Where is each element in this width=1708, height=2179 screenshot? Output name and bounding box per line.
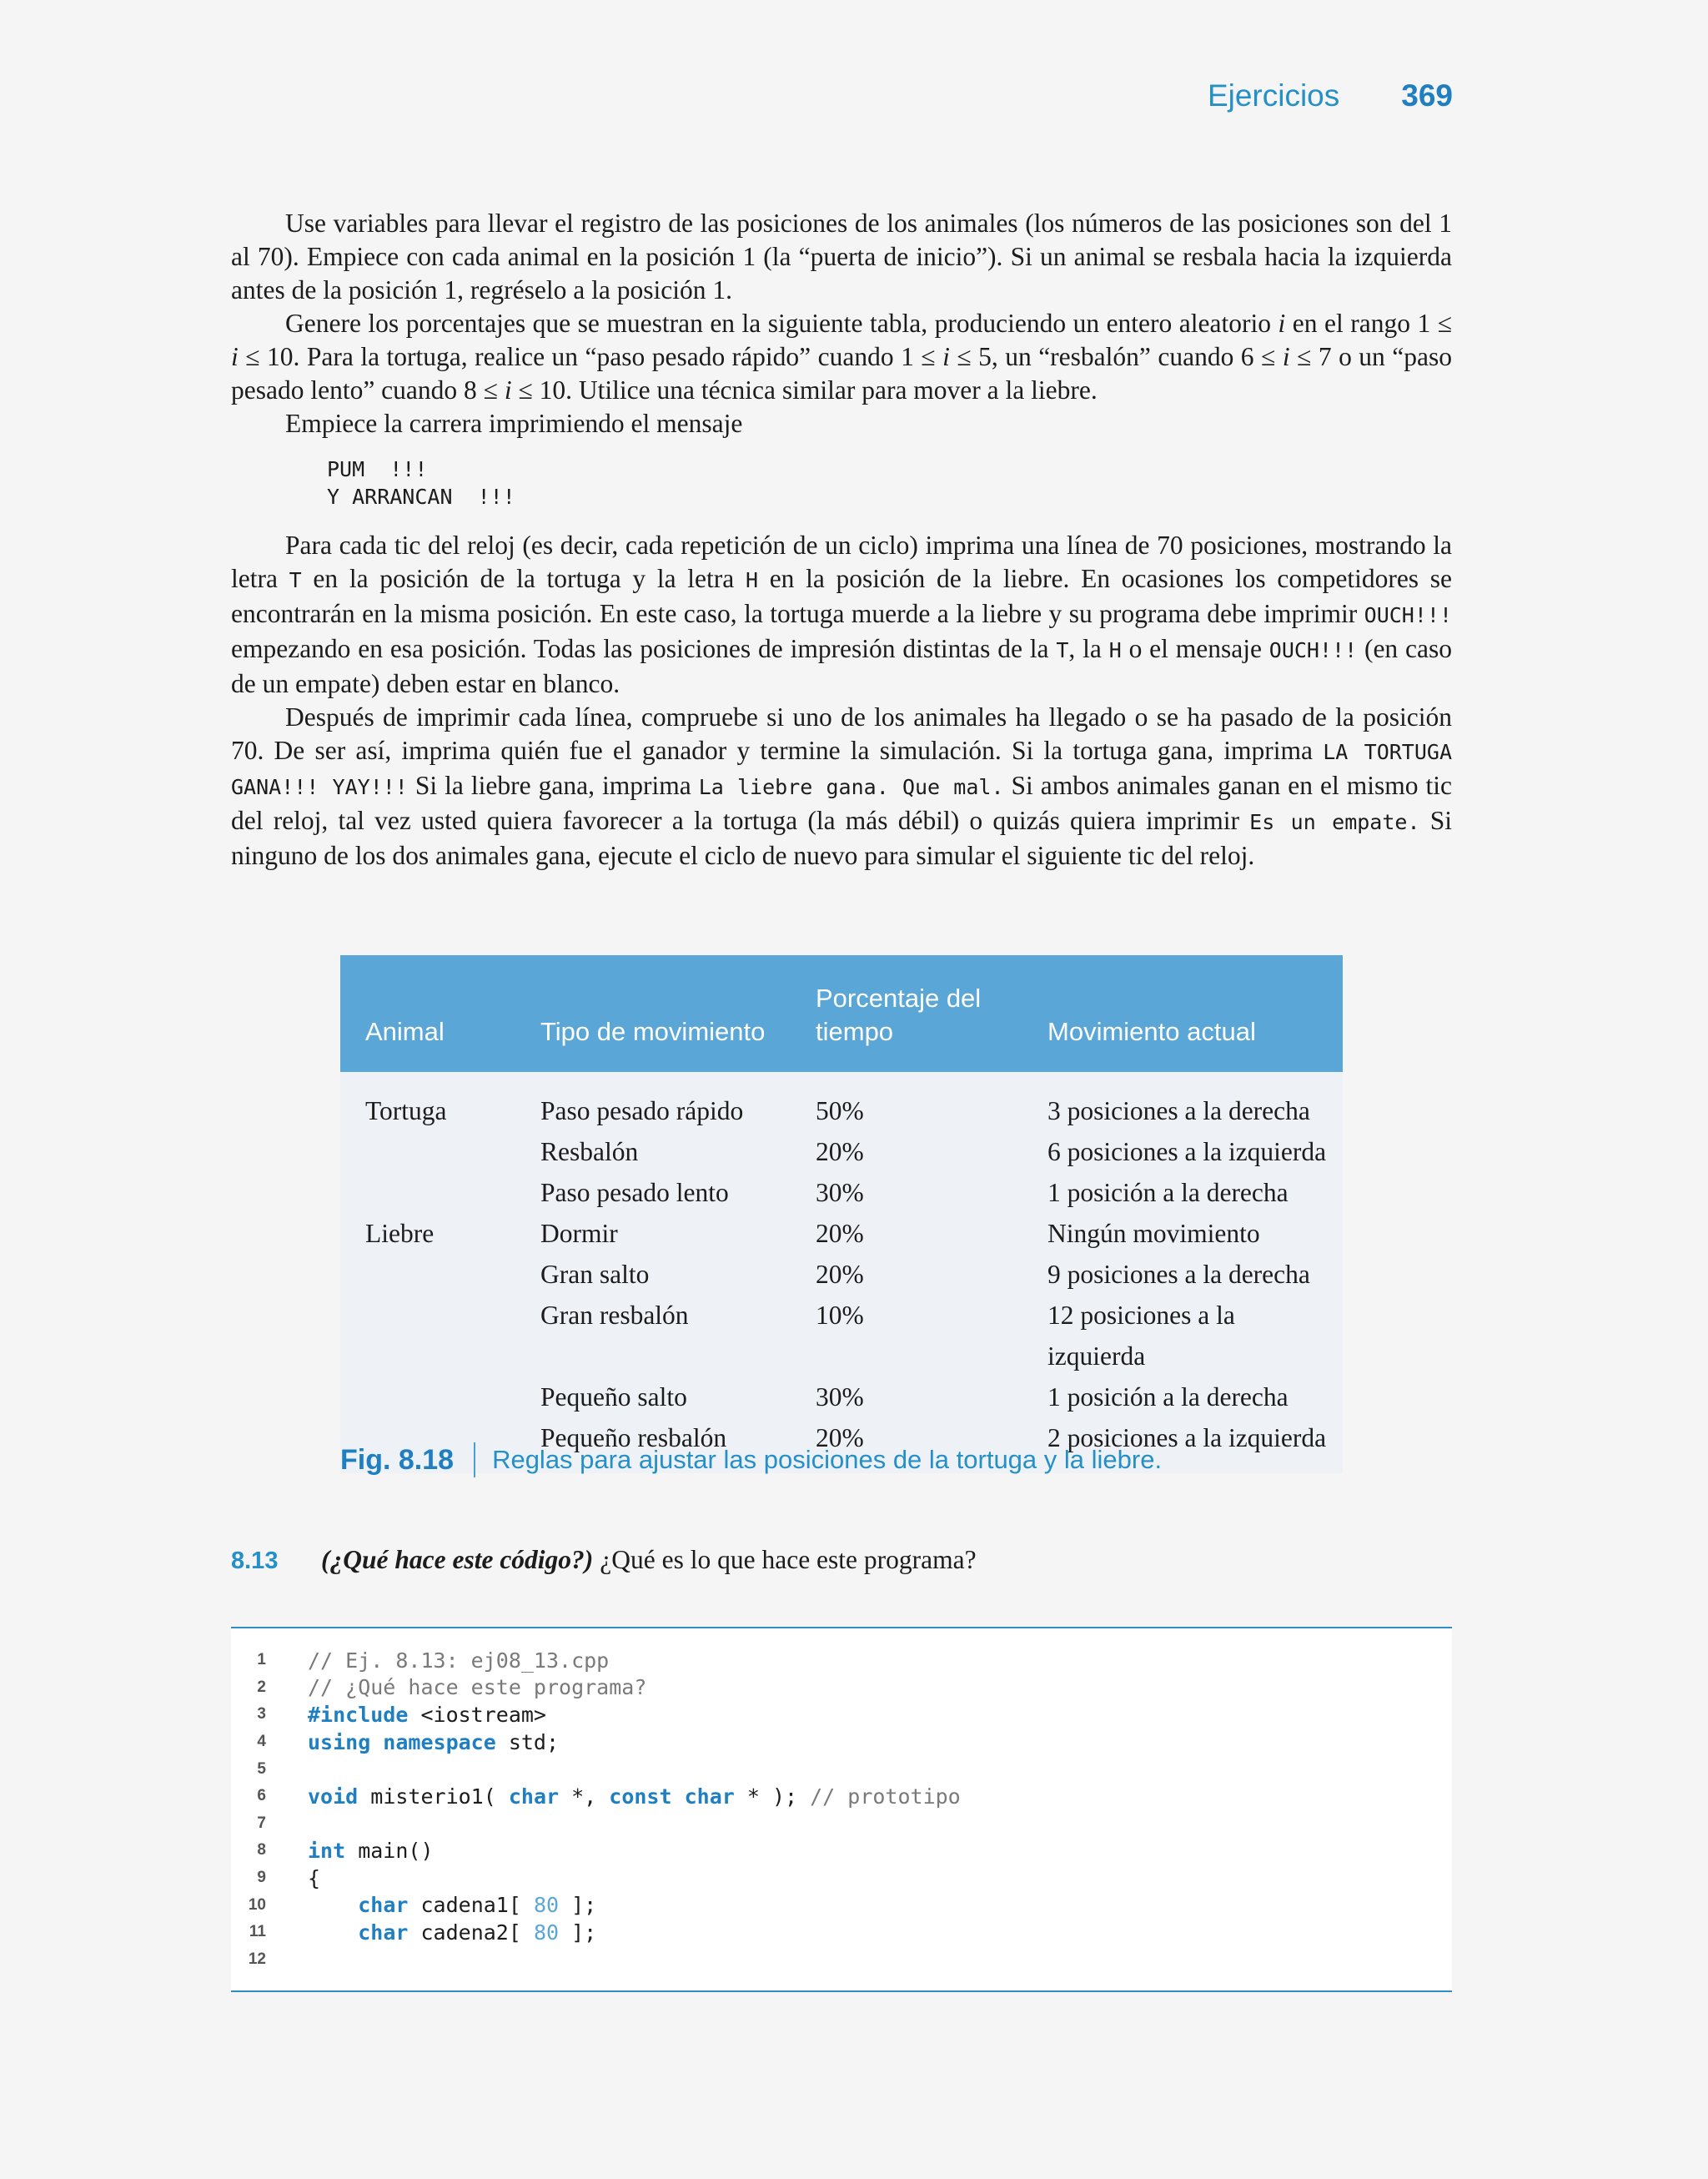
code-line bbox=[231, 1674, 1452, 1702]
figure-caption-text: Reglas para ajustar las posiciones de la tortuga y la liebre. bbox=[492, 1445, 1163, 1474]
table-cell: Gran salto bbox=[540, 1260, 650, 1289]
code-token: misterio1( bbox=[358, 1784, 509, 1809]
body-text bbox=[231, 207, 1452, 873]
table-cell: 9 posiciones a la derecha bbox=[1047, 1260, 1310, 1289]
table-cell: 3 posiciones a la derecha bbox=[1047, 1096, 1310, 1125]
output-message-block: PUM !!! Y ARRANCAN !!! bbox=[327, 457, 515, 509]
code-token: std; bbox=[495, 1729, 560, 1754]
code-token: void bbox=[308, 1784, 359, 1809]
table-cell: Pequeño resbalón bbox=[540, 1423, 727, 1452]
paragraph-2: Genere los porcentajes que se muestran en la siguiente tabla, produciendo un entero aleatorio i en el rango 1 ≤ i ≤ 10. Para la tortuga, realice un “paso pesado rápido” cuando 1 ≤ i ≤ 5, un “resbalón” cuando 6 ≤ i ≤ 7 o un “paso pesado lento” cuando 8 ≤ i ≤ 10. Utilice una técnica similar para mover a la liebre. bbox=[231, 309, 1453, 405]
paragraph-5: Después de imprimir cada línea, compruebe si uno de los animales ha llegado o se ha pasado de la posición 70. De ser así, imprima quién fue el ganador y termine la simulación. Si la tortuga gana, imprima LA TORTUGA GANA!!! YAY!!! Si la liebre gana, imprima La liebre gana. Que mal. Si ambos animales ganan en el mismo tic del reloj, tal vez usted quiera favorecer a la tortuga (la más débil) o quizás quiera imprimir Es un empate. Si ninguno de los dos animales gana, ejecute el ciclo de nuevo para simular el siguiente tic del reloj. bbox=[231, 702, 1453, 870]
caption-divider bbox=[474, 1442, 475, 1477]
line-number: 1 bbox=[257, 1651, 266, 1669]
header-animal: Animal bbox=[365, 1017, 445, 1046]
line-number: 4 bbox=[257, 1733, 266, 1751]
table-cell: Dormir bbox=[540, 1219, 618, 1248]
table-cell: 20% bbox=[816, 1137, 864, 1166]
line-number: 2 bbox=[257, 1678, 266, 1696]
exercise-number: 8.13 bbox=[231, 1547, 279, 1574]
table-cell: Resbalón bbox=[540, 1137, 639, 1166]
section-title: Ejercicios bbox=[1207, 78, 1340, 113]
table-cell: 20% bbox=[816, 1260, 864, 1289]
table-row bbox=[340, 1131, 1343, 1172]
line-number: 8 bbox=[257, 1841, 266, 1859]
table-cell: 2 posiciones a la izquierda bbox=[1047, 1423, 1327, 1452]
table-row bbox=[340, 1072, 1343, 1131]
header-percentage: Porcentaje del tiempo bbox=[816, 984, 982, 1046]
code-listing bbox=[231, 1627, 1452, 1992]
code-line bbox=[231, 1647, 1452, 1674]
table-cell: 30% bbox=[816, 1382, 864, 1412]
table-row bbox=[340, 1254, 1343, 1295]
figure-caption bbox=[340, 1442, 1162, 1477]
table-cell: 30% bbox=[816, 1178, 864, 1207]
code-token: // ¿Qué hace este programa? bbox=[308, 1675, 647, 1700]
code-token bbox=[308, 1893, 358, 1917]
table-cell: Liebre bbox=[365, 1219, 435, 1248]
code-token: #include bbox=[308, 1702, 409, 1727]
code-token: ]; bbox=[559, 1920, 597, 1945]
page-number: 369 bbox=[1401, 78, 1453, 113]
line-number: 11 bbox=[249, 1923, 266, 1941]
table-cell: Pequeño salto bbox=[540, 1382, 687, 1412]
code-line bbox=[231, 1946, 1452, 1974]
code-token: 80 bbox=[533, 1893, 560, 1918]
header-actual-movement: Movimiento actual bbox=[1047, 1017, 1256, 1046]
code-line bbox=[231, 1810, 1452, 1838]
figure-label: Fig. 8.18 bbox=[340, 1443, 455, 1476]
table-cell: Tortuga bbox=[365, 1096, 447, 1125]
table-cell: Gran resbalón bbox=[540, 1301, 689, 1330]
line-number: 7 bbox=[257, 1814, 266, 1832]
table-cell bbox=[340, 1295, 515, 1376]
running-header bbox=[1208, 78, 1453, 113]
code-token: { bbox=[308, 1865, 321, 1890]
code-token: cadena2[ bbox=[408, 1920, 534, 1945]
code-token: using namespace bbox=[308, 1729, 496, 1754]
code-line bbox=[231, 1864, 1452, 1892]
table-row bbox=[340, 1295, 1343, 1376]
code-token: 80 bbox=[533, 1920, 560, 1945]
table-cell: 1 posición a la derecha bbox=[1047, 1382, 1289, 1412]
code-line bbox=[231, 1783, 1452, 1810]
exercise-prompt: ¿Qué es lo que hace este programa? bbox=[600, 1545, 977, 1574]
line-number: 10 bbox=[248, 1895, 266, 1914]
code-token: <iostream> bbox=[408, 1702, 546, 1727]
code-token: char bbox=[358, 1920, 409, 1945]
code-token: * ); bbox=[734, 1784, 811, 1809]
code-line bbox=[231, 1891, 1452, 1919]
code-token: char bbox=[358, 1893, 409, 1918]
paragraph-1: Use variables para llevar el registro de las posiciones de los animales (los números de las posiciones son del 1 al 70). Empiece con cada animal en la posición 1 (la “puerta de inicio”). Si un animal se resbala hacia la izquierda antes de la posición 1, regréselo a la posición 1. bbox=[231, 209, 1452, 304]
code-token: main() bbox=[345, 1838, 434, 1863]
code-line bbox=[231, 1755, 1452, 1783]
table-cell bbox=[340, 1254, 515, 1295]
table-cell: 50% bbox=[816, 1096, 864, 1125]
table-cell: Paso pesado lento bbox=[540, 1178, 729, 1207]
code-token: const char bbox=[609, 1784, 735, 1809]
table-cell bbox=[340, 1376, 515, 1417]
movement-rules-table bbox=[340, 955, 1343, 1473]
table-cell: 20% bbox=[816, 1219, 864, 1248]
exercise-8-13 bbox=[231, 1545, 977, 1575]
code-line bbox=[231, 1729, 1452, 1756]
code-token: ]; bbox=[559, 1893, 597, 1918]
line-number: 12 bbox=[248, 1950, 266, 1968]
table-cell: 12 posiciones a la izquierda bbox=[1047, 1301, 1235, 1371]
paragraph-4: Para cada tic del reloj (es decir, cada repetición de un ciclo) imprima una línea de 70 posiciones, mostrando la letra T en la posición de la tortuga y la letra H en la posición de la liebre. En ocasiones los competidores se encontrarán en la misma posición. En este caso, la tortuga muerde a la liebre y su programa debe imprimir OUCH!!! empezando en esa posición. Todas las posiciones de impresión distintas de la T, la H o el mensaje OUCH!!! (en caso de un empate) deben estar en blanco. bbox=[231, 531, 1452, 698]
table-header-row bbox=[340, 955, 1343, 1072]
table-cell: 6 posiciones a la izquierda bbox=[1047, 1137, 1327, 1166]
paragraph-3: Empiece la carrera imprimiendo el mensaje bbox=[285, 409, 743, 438]
code-token: cadena1[ bbox=[408, 1893, 534, 1918]
line-number: 6 bbox=[257, 1787, 266, 1805]
exercise-title: (¿Qué hace este código?) bbox=[321, 1545, 594, 1574]
code-line bbox=[231, 1701, 1452, 1729]
table-row bbox=[340, 1172, 1343, 1213]
table-cell: Ningún movimiento bbox=[1047, 1219, 1260, 1248]
table-cell: 10% bbox=[816, 1301, 864, 1330]
code-token: *, bbox=[559, 1784, 610, 1809]
table-cell: 20% bbox=[816, 1423, 864, 1452]
line-number: 9 bbox=[257, 1869, 266, 1887]
code-token: int bbox=[308, 1838, 346, 1863]
table-cell: Paso pesado rápido bbox=[540, 1096, 744, 1125]
line-number: 5 bbox=[257, 1759, 266, 1778]
table-cell bbox=[340, 1131, 515, 1172]
line-number: 3 bbox=[257, 1705, 266, 1724]
table-row bbox=[340, 1213, 1343, 1254]
code-token: char bbox=[508, 1784, 560, 1809]
table-cell bbox=[340, 1172, 515, 1213]
code-line bbox=[231, 1837, 1452, 1864]
table-row bbox=[340, 1376, 1343, 1417]
code-token bbox=[308, 1920, 358, 1945]
header-movement-type: Tipo de movimiento bbox=[540, 1017, 766, 1046]
code-token: // prototipo bbox=[810, 1784, 961, 1809]
code-token: // Ej. 8.13: ej08_13.cpp bbox=[308, 1648, 610, 1673]
code-line bbox=[231, 1919, 1452, 1946]
table-cell: 1 posición a la derecha bbox=[1047, 1178, 1289, 1207]
